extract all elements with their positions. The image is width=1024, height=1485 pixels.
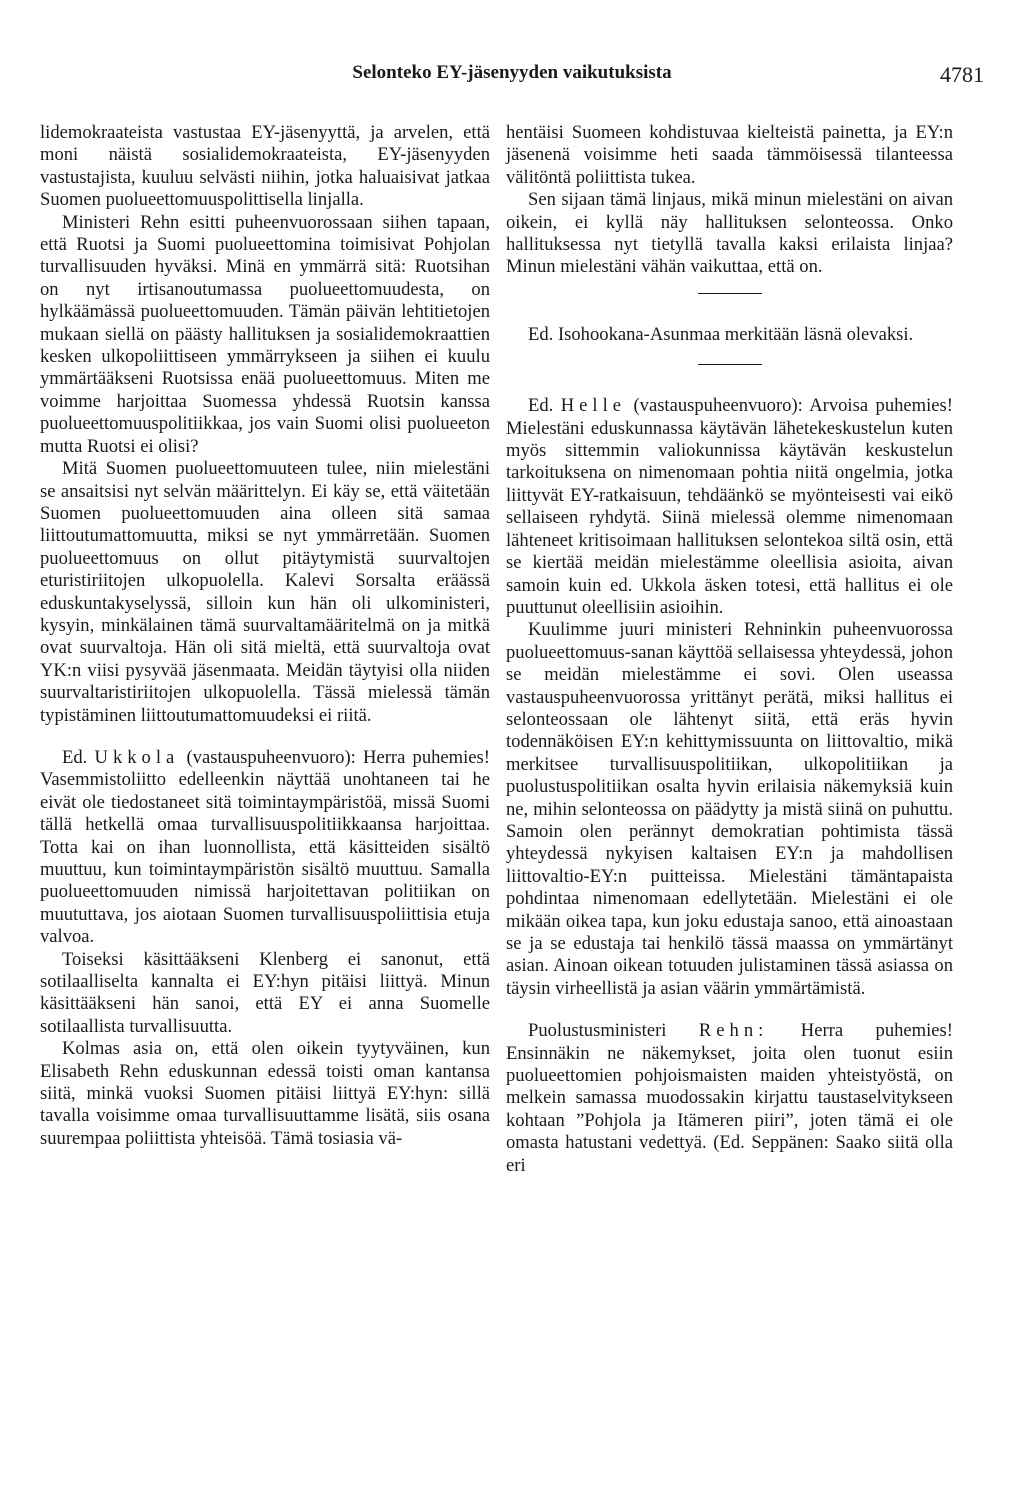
paragraph: Ministeri Rehn esitti puheenvuorossaan siihen tapaan, että Ruotsi ja Suomi puolueettomina toimisivat Pohjolan turvallisuuden hyväksi. Minä en ymmärrä sitä: Ruotsihan on nyt irtisanoutumassa puolueettomuudesta, on hylkäämässä puolueettomuuden. Tämän päivän lehtitietojen mukaan siellä on päästy hallituksen ja sosialidemokraattien kesken ulkopoliittiseen ymmärrykseen ja siihen ei kuulu ymmärtääkseni Ruotsissa enää puolueettomuus. Miten me voimme harjoittaa Suomessa yhdessä Ruotsin kanssa puolueettomuuspolitiikkaa, jos vain Suomi olisi puolueeton mutta Ruotsi ei olisi? [40,211,490,457]
page-number: 4781 [940,62,984,87]
speech-text: (vastauspuheenvuoro): Arvoisa puhemies! Mielestäni eduskunnassa käytävän lähetekeskustelun kuten myös sittemmin valiokunnissa käytävän keskustelun tarkoituksena on nimenomaan pohtia niitä ongelmia, jotka liittyvät EY-ratkaisuun, tehdäänkö se myönteisesti vai eikö sellaiseen ryhdytä. Siinä mielessä olemme nimenomaan lähteneet kritisoimaan hallituksen selontekoa siltä osin, että se kiertää meidän mielestämme oleellisia asioita, aivan samoin kuin ed. Ukkola äsken totesi, että hallitus ei ole puuttunut oleellisiin asioihin. [506,395,953,618]
speech-helle [506,395,953,619]
attendance-note: Ed. Isohookana-Asunmaa merkitään läsnä olevaksi. [528,323,914,345]
speaker-name: Helle [560,395,627,417]
left-column [40,122,490,1150]
speaker-name: Ukkola [94,746,180,768]
speaker-prefix: Puolustusministeri [528,1020,667,1042]
paragraph: Toiseksi käsittääkseni Klenberg ei sanonut, että sotilaalliselta kannalta ei EY:hyn pitäisi liittyä. Minun käsittääkseni hän sanoi, että EY ei anna Suomelle sotilaallista turvallisuutta. [40,948,490,1037]
paragraph: lidemokraateista vastustaa EY-jäsenyyttä, ja arvelen, että moni näistä sosialidemokraateista, EY-jäsenyyden vastustajista, kuuluu selvästi niihin, jotka haluaisivat jatkaa Suomen puolueettomuuspolittisella linjalla. [40,122,490,211]
right-column [506,122,953,1177]
paragraph: hentäisi Suomeen kohdistuvaa kielteistä painetta, ja EY:n jäsenenä voisimme heti saada tämmöisessä tilanteessa välitöntä poliittista tukea. [506,122,953,188]
paragraph: Sen sijaan tämä linjaus, mikä minun mielestäni on aivan oikein, ei kyllä näy hallituksen selonteossa. Onko hallituksessa nyt tietyllä tavalla kaksi erilaista linjaa? Minun mielestäni vähän vaikuttaa, että on. [506,189,953,278]
running-title: Selonteko EY-jäsenyyden vaikutuksista [352,62,672,83]
speaker-name: Rehn: [698,1020,769,1042]
section-divider [698,293,762,294]
speech-ukkola [40,747,490,949]
paragraph: Kuulimme juuri ministeri Rehninkin puheenvuorossa puolueettomuus-sanan käyttöä sellaisessa yhteydessä, johon se meidän mielestämme ei sovi. Olen useassa vastauspuheenvuorossa yrittänyt perätä, miksi hallitus ei selonteossaan ole lähtenyt siitä, että eräs hyvin todennäköisen EY:n kehittymissuunta on liittovaltio, mikä merkitsee turvallisuuspolitiikan, ulkopolitiikan ja puolustuspolitiikan osalta hyvin erilaisia näkemyksiä kuin ne, mihin selonteossa on päädytty ja mistä siinä on puhuttu. Samoin olen perännyt demokratian pohtimista tässä yhteydessä nykyisen kaltaisen EY:n ja mahdollisen liittovaltio-EY:n puitteissa. Mielestäni tämäntapaista pohdintaa nimenomaan edellytetään. Mielestäni ei ole mikään oikea tapa, kun joku edustaja sanoo, että ainoastaan se ja se edustaja tai henkilö tässä maassa on ymmärtänyt asian. Ainoan oikean totuuden julistaminen tässä asiassa on täysin virheellistä ja asian väärin ymmärtämistä. [506,619,953,999]
paragraph: Kolmas asia on, että olen oikein tyytyväinen, kun Elisabeth Rehn eduskunnan edessä toisti oman kantansa siitä, minkä vuoksi Suomen pitäisi liittyä EY:hyn: sillä tavalla voisimme omaa turvallisuuttamme lisätä, siis osana suurempaa poliittista yhteisöä. Tämä tosiasia vä- [40,1038,490,1149]
page-header [40,62,984,92]
paragraph: Mitä Suomen puolueettomuuteen tulee, niin mielestäni se ansaitsisi nyt selvän määrittelyn. Ei käy se, että väitetään Suomen puolueettomuuden aina olleen sitä samaa liittoutumattomuutta, miksi se nyt ymmärretään. Suomen puolueettomuus on ollut pitäytymistä suurvaltojen eturistiriitojen ulkopuolella. Kalevi Sorsalta eräässä eduskuntakyselyssä, silloin kun hän oli ulkoministeri, kysyin, minkälainen tämä suurvaltamääritelmä on ja mitkä ovat suurvaltoja. Hän oli sitä mieltä, että suurvaltoja ovat YK:n viisi pysyvää jäsenmaata. Meidän täytyisi olla niiden suurvaltaristiriitojen ulkopuolella. Tässä mielessä tämän typistäminen liittoutumattomuudeksi ei riitä. [40,458,490,726]
section-divider [698,364,762,365]
speaker-prefix: Ed. [62,746,88,768]
speech-rehn [506,1020,953,1177]
speaker-prefix: Ed. [528,395,554,417]
speech-text: (vastauspuheenvuoro): Herra puhemies! Vasemmistoliitto edelleenkin näyttää unohtaneen tai he eivät ole tiedostaneet sitä toimintaympäristöä, missä Suomi tällä hetkellä omaa turvallisuuspolitiikkaansa harjoittaa. Totta kai on ihan luonnollista, että käsitteiden sisältö muuttuu, kun toimintaympäristön sisältö muuttuu. Samalla puolueettomuuden nimissä harjoitettavan politiikan on muututtava, jos aiotaan Suomen turvallisuuspoliittisia etuja valvoa. [40,746,490,948]
speech-text: Herra puhemies! Ensinnäkin ne näkemykset, joita olen tuonut esiin puolueettomien pohjoismaisten maiden yhteistyöstä, on melkein samassa muodossakin kirjattu taustaselvitykseen kohtaan ”Pohjola ja Itämeren piiri”, joten tämä ei ole omasta hatustani vedettyä. (Ed. Seppänen: Saako siitä olla eri [506,1020,953,1176]
